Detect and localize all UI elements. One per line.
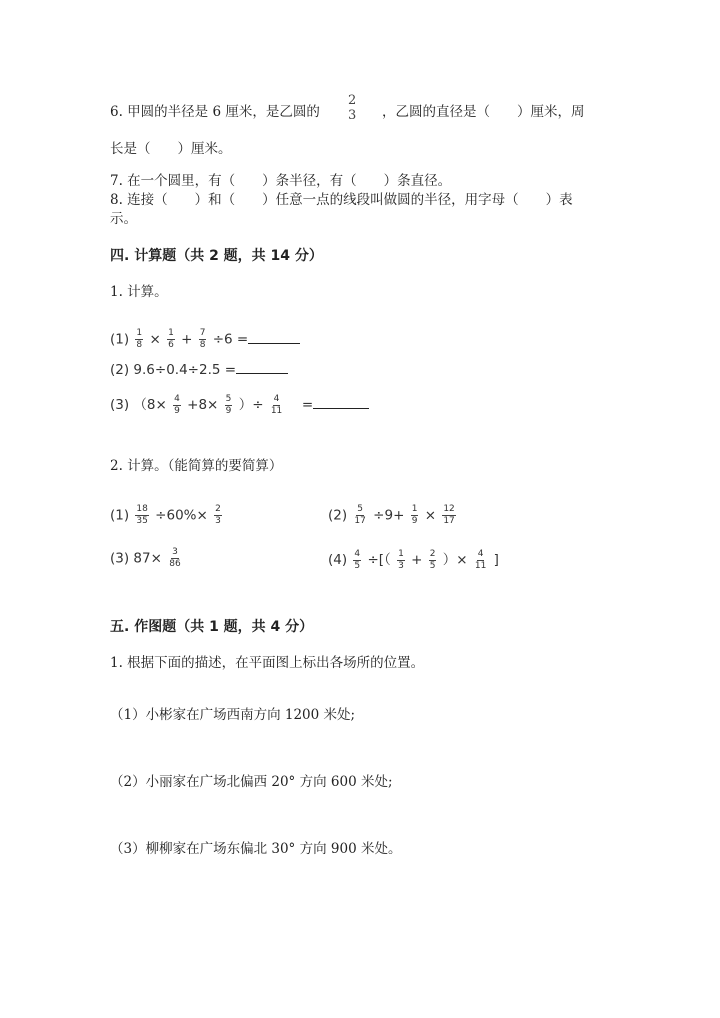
problem-label: (3) bbox=[110, 397, 130, 413]
operator: × bbox=[149, 331, 161, 348]
fraction: $\frac{5}{17}$ bbox=[354, 504, 366, 526]
expression: 9.6÷0.4÷2.5 = bbox=[133, 362, 237, 378]
question-6-line2: 长是（ ）厘米。 bbox=[110, 141, 232, 157]
problem-label: (4) bbox=[328, 552, 348, 568]
equals: = bbox=[301, 397, 314, 413]
fraction: $\frac{1}{3}$ bbox=[398, 548, 404, 571]
simplify-problem-4 bbox=[328, 548, 499, 571]
expression-part: ÷60%× bbox=[155, 507, 208, 524]
expression-part: +8× bbox=[187, 397, 219, 413]
fraction: $\frac{4}{11}$ bbox=[474, 548, 487, 571]
expression-part: ）× bbox=[442, 552, 468, 568]
answer-blank[interactable] bbox=[313, 398, 369, 409]
problem-label: (3) bbox=[110, 550, 130, 567]
question-8-line2: 示。 bbox=[110, 211, 137, 227]
section-5-q1-title: 1. 根据下面的描述，在平面图上标出各场所的位置。 bbox=[110, 655, 425, 671]
calc-problem-3 bbox=[110, 393, 369, 416]
calc-problem-1 bbox=[110, 329, 300, 350]
section-4-heading: 四. 计算题（共 2 题，共 14 分） bbox=[110, 248, 323, 264]
question-8-line1: 8. 连接（ ）和（ ）任意一点的线段叫做圆的半径，用字母（ ）表 bbox=[110, 192, 573, 208]
operator: × bbox=[424, 507, 437, 524]
q6-text-before: 6. 甲圆的半径是 6 厘米，是乙圆的 bbox=[110, 104, 320, 120]
expression-part: ÷[（ bbox=[367, 552, 391, 568]
answer-blank[interactable] bbox=[248, 333, 300, 344]
location-item-1: （1）小彬家在广场西南方向 1200 米处; bbox=[110, 707, 356, 723]
expression-part: （8× bbox=[133, 397, 167, 413]
fraction: $\frac{12}{17}$ bbox=[443, 504, 455, 526]
question-7: 7. 在一个圆里，有（ ）条半径，有（ ）条直径。 bbox=[110, 173, 452, 189]
q6-fraction bbox=[348, 94, 356, 124]
problem-label: (1) bbox=[110, 331, 130, 348]
simplify-problem-2 bbox=[328, 505, 458, 526]
operator: + bbox=[181, 331, 193, 348]
problem-label: (1) bbox=[110, 507, 130, 524]
location-item-3: （3）柳柳家在广场东偏北 30° 方向 900 米处。 bbox=[110, 841, 402, 857]
section-4-q2-title: 2. 计算。（能简算的要简算） bbox=[110, 458, 283, 474]
q6-frac-numerator: 2 bbox=[348, 93, 357, 108]
operator: + bbox=[411, 552, 423, 568]
fraction: $\frac{1}{8}$ bbox=[136, 328, 143, 350]
simplify-problem-1 bbox=[110, 505, 224, 526]
expression-part: ] bbox=[493, 552, 499, 568]
problem-label: (2) bbox=[110, 362, 130, 378]
simplify-problem-3 bbox=[110, 548, 184, 569]
calc-problem-2 bbox=[110, 362, 288, 378]
q6-text-after: ，乙圆的直径是（ ）厘米，周 bbox=[382, 104, 585, 120]
location-item-2: （2）小丽家在广场北偏西 20° 方向 600 米处; bbox=[110, 774, 393, 790]
answer-blank[interactable] bbox=[236, 363, 288, 374]
fraction: $\frac{1}{9}$ bbox=[411, 504, 418, 526]
problem-label: (2) bbox=[328, 507, 348, 524]
fraction: $\frac{7}{8}$ bbox=[199, 328, 206, 350]
fraction: $\frac{4}{5}$ bbox=[354, 548, 361, 571]
question-6-line1 bbox=[110, 100, 320, 120]
fraction: $\frac{4}{9}$ bbox=[174, 393, 180, 416]
expression-part: ÷9+ bbox=[373, 507, 405, 524]
fraction: $\frac{2}{3}$ bbox=[215, 504, 221, 526]
expression-part: 87× bbox=[133, 550, 162, 567]
expression-tail: ÷6 = bbox=[212, 331, 249, 348]
section-4-q1-title: 1. 计算。 bbox=[110, 284, 168, 300]
expression-part: ）÷ bbox=[238, 397, 264, 413]
fraction: $\frac{3}{86}$ bbox=[169, 547, 181, 569]
fraction: $\frac{5}{9}$ bbox=[225, 393, 232, 416]
fraction: $\frac{2}{5}$ bbox=[429, 548, 436, 571]
fraction: $\frac{1}{6}$ bbox=[168, 328, 174, 350]
section-5-heading: 五. 作图题（共 1 题，共 4 分） bbox=[110, 619, 314, 635]
q6-frac-denominator: 3 bbox=[348, 107, 357, 123]
fraction: $\frac{18}{35}$ bbox=[136, 504, 148, 526]
fraction: $\frac{4}{11}$ bbox=[270, 393, 283, 416]
